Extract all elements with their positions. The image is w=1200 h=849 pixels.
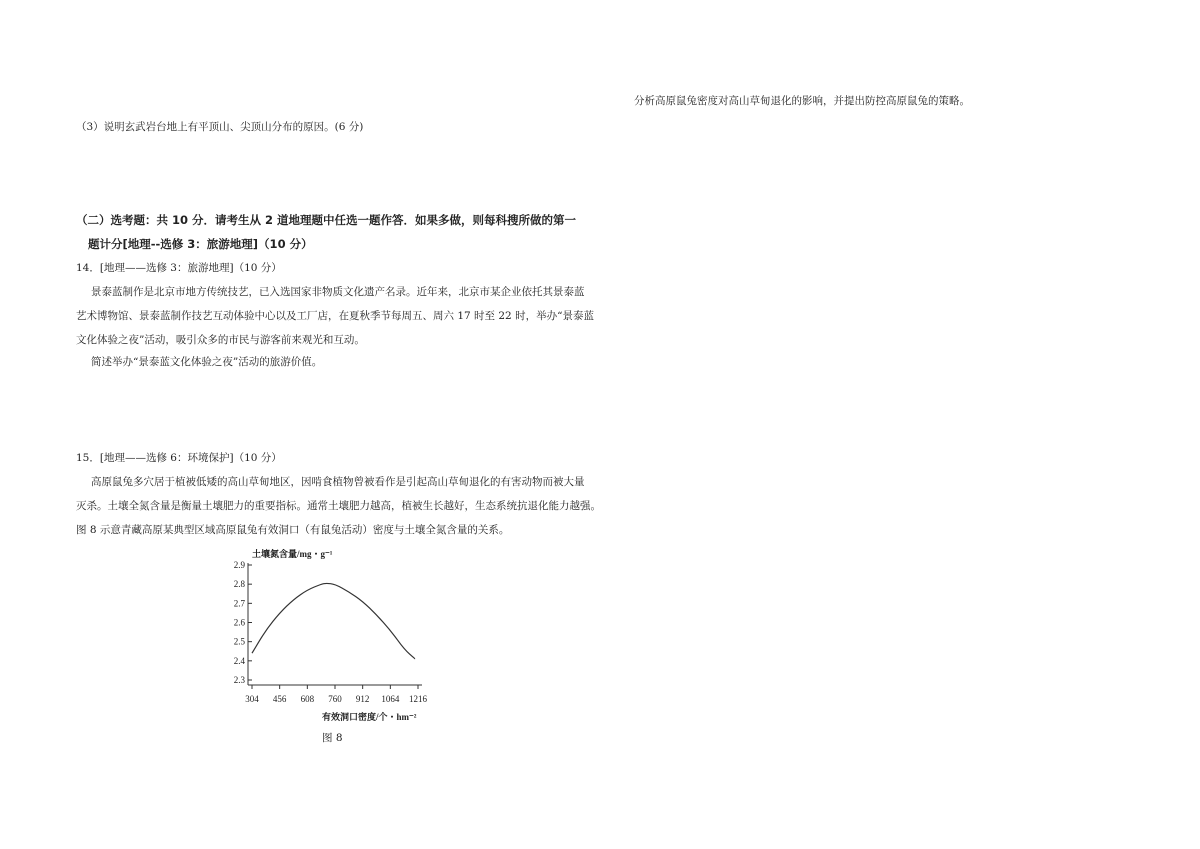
x-tick-label: 1064 — [381, 694, 400, 704]
y-tick-label: 2.8 — [233, 579, 245, 590]
q14-para-line: 文化体验之夜”活动，吸引众多的市民与游客前来观光和互动。 — [76, 334, 365, 346]
q14-para-line: 艺术博物馆、景泰蓝制作技艺互动体验中心以及工厂店，在夏秋季节每周五、周六 17 时至 22 时，举办“景泰蓝 — [76, 310, 594, 322]
y-axis-title: 土壤氮含量/mg・g⁻¹ — [252, 549, 333, 559]
x-tick-label: 608 — [300, 694, 315, 704]
figure-caption: 图 8 — [322, 732, 343, 744]
section2-heading-line2: 题计分[地理--选修 3：旅游地理]（10 分） — [88, 237, 313, 251]
q15-header: 15．[地理——选修 6：环境保护]（10 分） — [76, 452, 282, 464]
q14-task-text: 简述举办“景泰蓝文化体验之夜”活动的旅游价值。 — [91, 356, 323, 368]
x-tick-label: 456 — [272, 694, 287, 704]
x-tick-label: 912 — [355, 694, 370, 704]
section2-heading-line1: （二）选考题：共 10 分．请考生从 2 道地理题中任选一题作答．如果多做，则每科搜所做的第一 — [76, 213, 577, 227]
y-tick-label: 2.9 — [233, 560, 245, 570]
y-tick-label: 2.3 — [233, 675, 245, 685]
y-tick-label: 2.7 — [233, 598, 245, 609]
x-tick-label: 760 — [328, 694, 342, 704]
q13-part3-text: （3）说明玄武岩台地上有平顶山、尖顶山分布的原因。(6 分) — [76, 121, 364, 133]
y-tick-label: 2.5 — [233, 636, 245, 647]
q13-task-text: 分析高原鼠兔密度对高山草甸退化的影响，并提出防控高原鼠兔的策略。 — [634, 95, 970, 107]
q15-para-line: 灭杀。土壤全氮含量是衡量土壤肥力的重要指标。通常土壤肥力越高，植被生长越好，生态系统抗退化能力越强。 — [76, 500, 601, 512]
q14-para-line: 景泰蓝制作是北京市地方传统技艺，已入选国家非物质文化遗产名录。近年来，北京市某企业依托其景泰蓝 — [91, 286, 585, 298]
q14-header: 14．[地理——选修 3：旅游地理]（10 分） — [76, 262, 282, 274]
data-line — [252, 583, 415, 658]
x-tick-label: 304 — [245, 694, 259, 704]
x-tick-label: 1216 — [409, 694, 427, 704]
y-tick-label: 2.4 — [233, 655, 245, 666]
x-axis-title: 有效洞口密度/个・hm⁻² — [322, 712, 417, 722]
y-tick-label: 2.6 — [233, 617, 245, 628]
figure8-chart — [200, 545, 460, 730]
q15-para-line: 图 8 示意青藏高原某典型区域高原鼠兔有效洞口（有鼠兔活动）密度与土壤全氮含量的关系。 — [76, 524, 510, 536]
q15-para-line: 高原鼠兔多穴居于植被低矮的高山草甸地区，因啃食植物曾被看作是引起高山草甸退化的有害动物而被大量 — [91, 476, 585, 488]
